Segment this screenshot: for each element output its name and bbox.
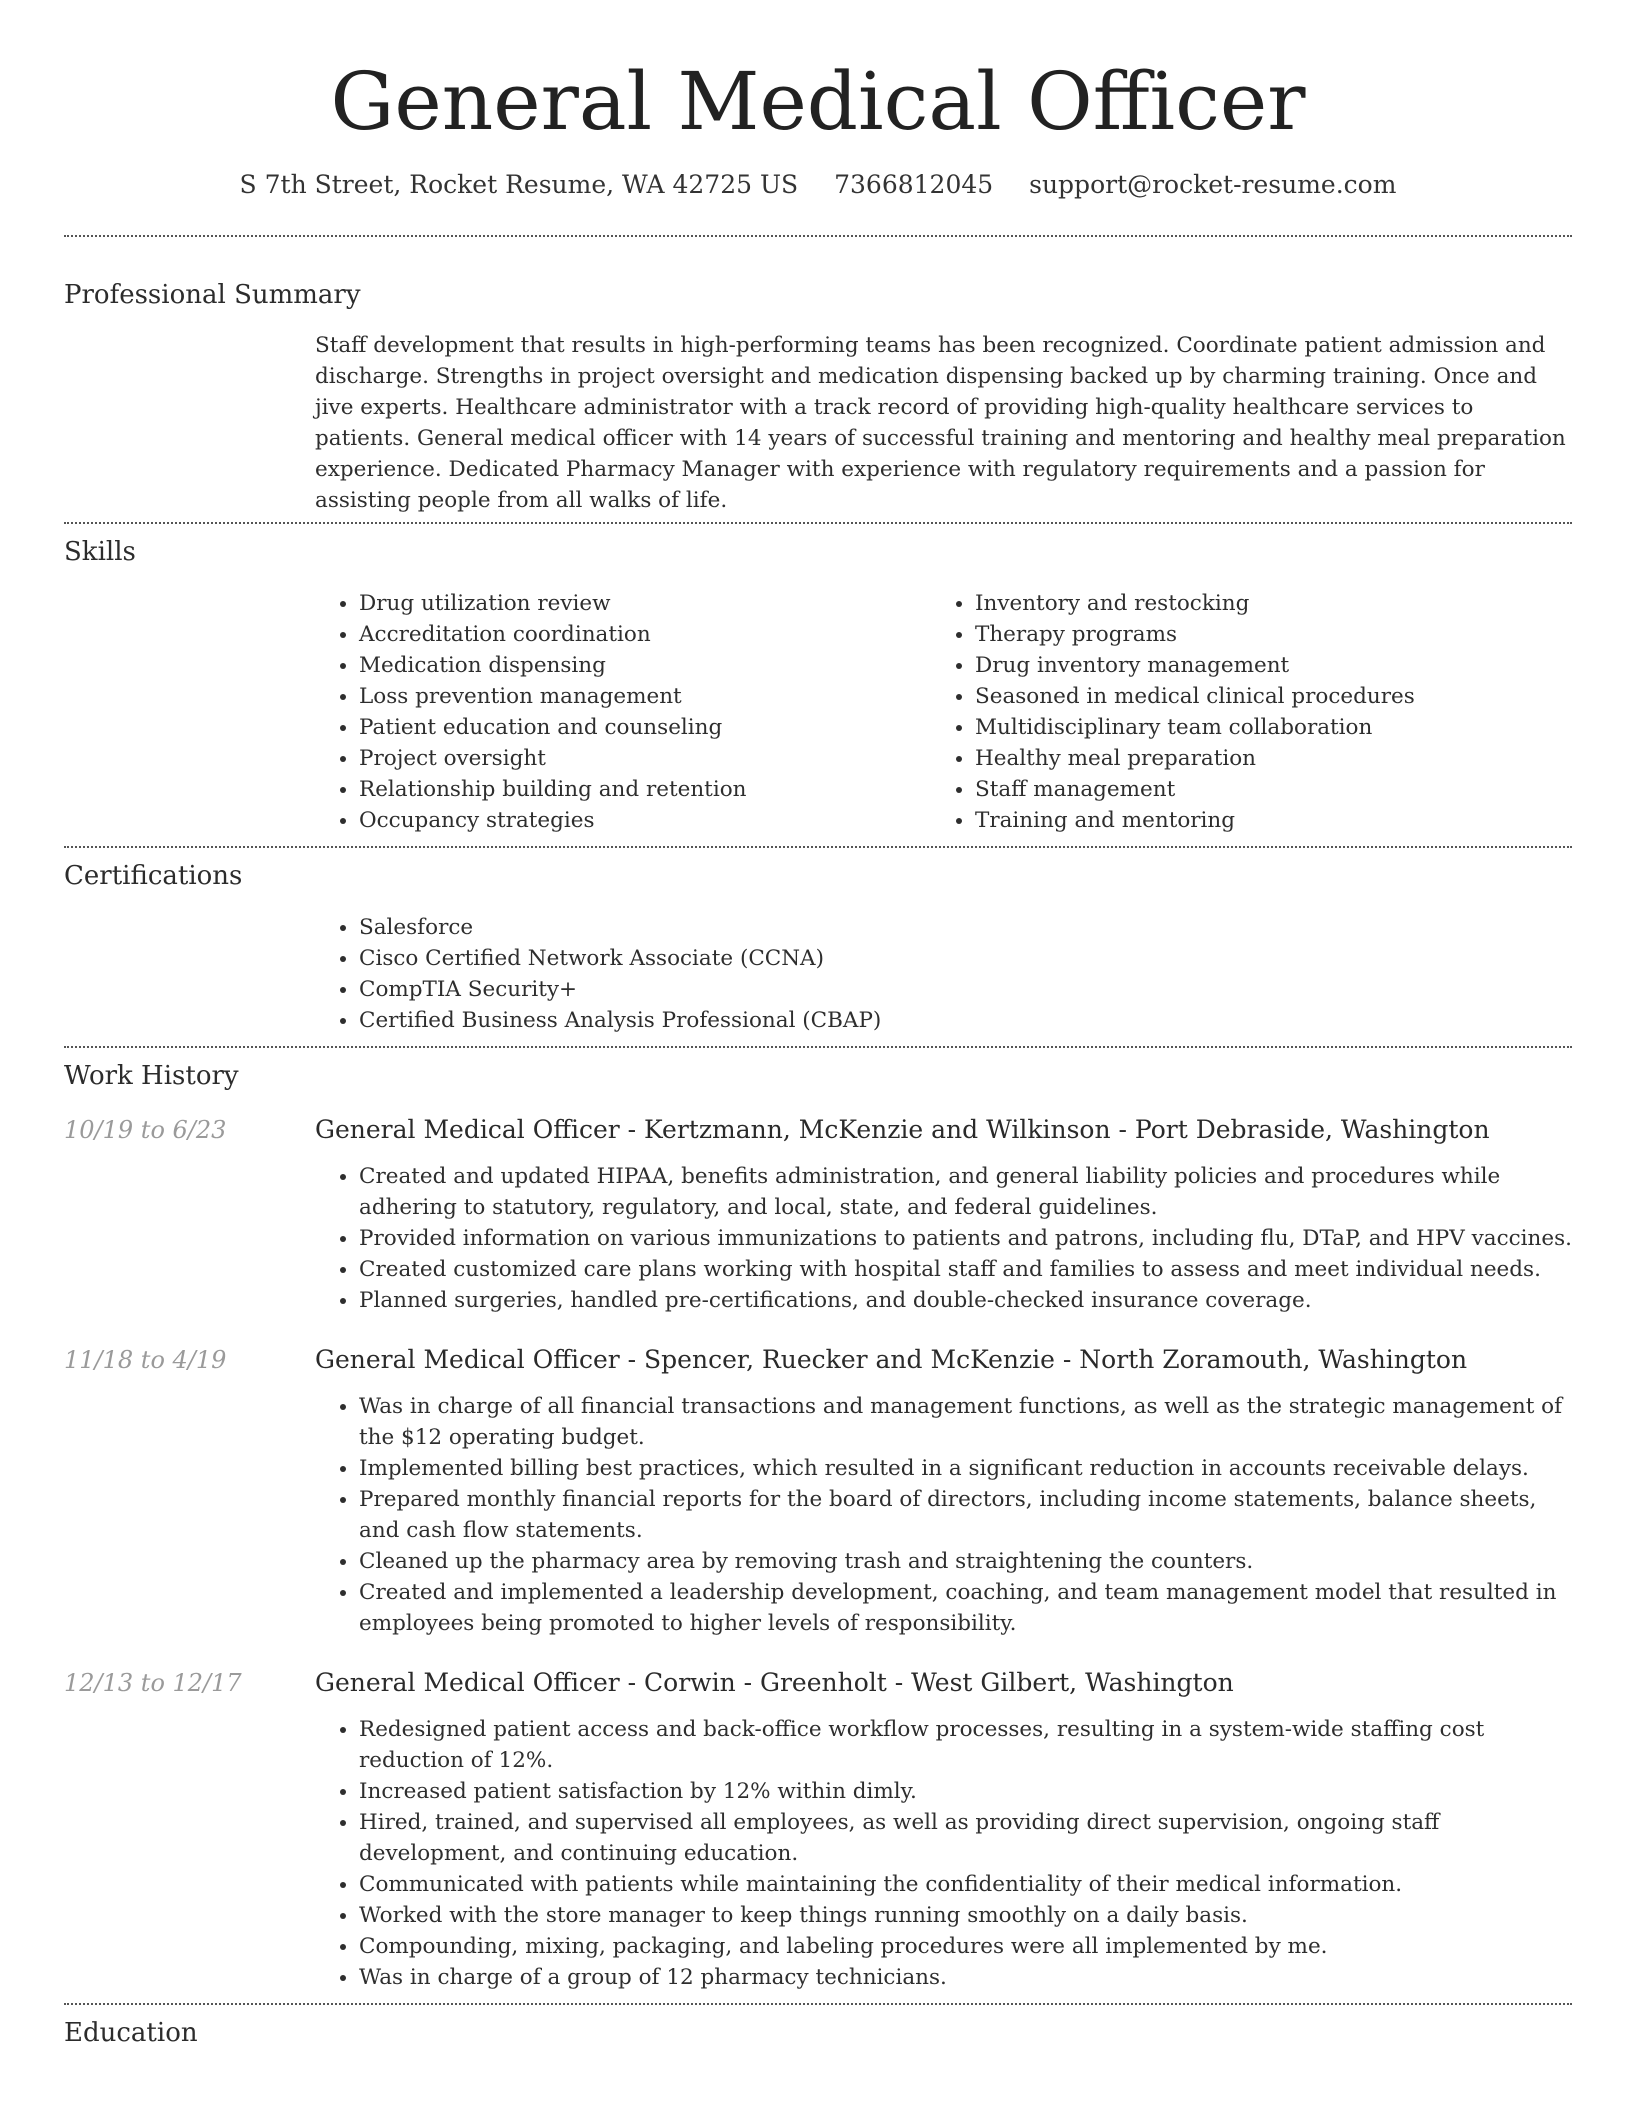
contact-email[interactable]: support@rocket-resume.com [1029, 170, 1397, 199]
skill-item: • Drug utilization review [359, 588, 931, 619]
work-history-section [64, 1059, 1572, 1993]
skill-item: • Therapy programs [975, 619, 1547, 650]
job-entry [64, 1114, 1572, 1316]
certification-item: • Cisco Certified Network Associate (CCNA) [359, 943, 1572, 974]
section-title-certifications: Certifications [64, 861, 243, 891]
job-bullet: • Was in charge of all financial transactions and management functions, as well as the strategic management of the $12 operating budget. [359, 1391, 1572, 1453]
job-bullet: • Worked with the store manager to keep things running smoothly on a daily basis. [359, 1900, 1572, 1931]
job-bullet: • Compounding, mixing, packaging, and labeling procedures were all implemented by me. [359, 1931, 1572, 1962]
section-title-education: Education [64, 2018, 198, 2048]
contact-line [64, 168, 1572, 202]
skills-section [64, 535, 1572, 836]
divider [64, 522, 1572, 524]
skill-item: • Staff management [975, 774, 1547, 805]
skills-column-left [315, 588, 931, 836]
skill-item: • Multidisciplinary team collaboration [975, 712, 1547, 743]
skill-item: • Inventory and restocking [975, 588, 1547, 619]
job-bullet: • Implemented billing best practices, which resulted in a significant reduction in accounts receivable delays. [359, 1453, 1572, 1484]
job-bullet: • Created customized care plans working with hospital staff and families to assess and meet individual needs. [359, 1254, 1572, 1285]
job-entry [64, 1667, 1572, 1993]
job-bullet: • Communicated with patients while maintaining the confidentiality of their medical information. [359, 1869, 1572, 1900]
job-bullet: • Prepared monthly financial reports for the board of directors, including income statements, balance sheets, and cash flow statements. [359, 1484, 1572, 1546]
divider [64, 1046, 1572, 1048]
job-bullet: • Created and updated HIPAA, benefits administration, and general liability policies and procedures while adhering to statutory, regulatory, and local, state, and federal guidelines. [359, 1161, 1572, 1223]
job-bullets [315, 1161, 1572, 1316]
job-title: General Medical Officer - Corwin - Greenholt - West Gilbert, Washington [315, 1668, 1234, 1697]
job-details [315, 1161, 1572, 1316]
resume-page [64, 0, 1572, 2050]
job-bullets [315, 1391, 1572, 1639]
divider [64, 235, 1572, 237]
certifications-block [315, 912, 1572, 1036]
certification-item: • CompTIA Security+ [359, 974, 1572, 1005]
job-title: General Medical Officer - Kertzmann, McKenzie and Wilkinson - Port Debraside, Washington [315, 1115, 1490, 1144]
jobs-container [64, 1114, 1572, 1993]
job-entry [64, 1344, 1572, 1639]
skill-item: • Loss prevention management [359, 681, 931, 712]
skills-grid [315, 588, 1572, 836]
section-title-work-history: Work History [64, 1061, 239, 1091]
job-dates: 10/19 to 6/23 [64, 1116, 227, 1144]
skill-item: • Project oversight [359, 743, 931, 774]
job-bullet: • Planned surgeries, handled pre-certifications, and double-checked insurance coverage. [359, 1285, 1572, 1316]
job-bullet: • Cleaned up the pharmacy area by removing trash and straightening the counters. [359, 1546, 1572, 1577]
job-bullet: • Provided information on various immunizations to patients and patrons, including flu, DTaP, and HPV vaccines. [359, 1223, 1572, 1254]
job-details [315, 1391, 1572, 1639]
education-section [64, 2016, 1572, 2050]
certification-item: • Salesforce [359, 912, 1572, 943]
job-details [315, 1714, 1572, 1993]
job-dates: 12/13 to 12/17 [64, 1669, 242, 1697]
job-bullet: • Was in charge of a group of 12 pharmacy technicians. [359, 1962, 1572, 1993]
skill-item: • Medication dispensing [359, 650, 931, 681]
skill-item: • Healthy meal preparation [975, 743, 1547, 774]
job-header [64, 1344, 1572, 1376]
skill-item: • Accreditation coordination [359, 619, 931, 650]
contact-phone: 7366812045 [834, 170, 994, 199]
job-header [64, 1667, 1572, 1699]
summary-text: Staff development that results in high-performing teams has been recognized. Coordinate patient admission and discharge. Strengths in project oversight and medication dispensing backed up by charming training. Once and jive experts. Healthcare administrator with a track record of providing high-quality healthcare services to patients. General medical officer with 14 years of successful training and mentoring and healthy meal preparation experience. Dedicated Pharmacy Manager with experience with regulatory requirements and a passion for assisting people from all walks of life. [315, 333, 1566, 513]
summary-section [64, 278, 1572, 516]
job-bullet: • Created and implemented a leadership development, coaching, and team management model that resulted in employees being promoted to higher levels of responsibility. [359, 1577, 1572, 1639]
contact-address: S 7th Street, Rocket Resume, WA 42725 US [239, 170, 799, 199]
job-title: General Medical Officer - Spencer, Ruecker and McKenzie - North Zoramouth, Washington [315, 1345, 1468, 1374]
divider [64, 846, 1572, 848]
skills-list-right [931, 588, 1547, 836]
section-title-summary: Professional Summary [64, 280, 361, 310]
certification-item: • Certified Business Analysis Professional (CBAP) [359, 1005, 1572, 1036]
divider [64, 2003, 1572, 2005]
skill-item: • Occupancy strategies [359, 805, 931, 836]
certifications-list [315, 912, 1572, 1036]
certifications-section [64, 859, 1572, 1036]
job-bullet: • Hired, trained, and supervised all employees, as well as providing direct supervision, ongoing staff development, and continuing education. [359, 1807, 1572, 1869]
skills-list-left [315, 588, 931, 836]
skill-item: • Seasoned in medical clinical procedures [975, 681, 1547, 712]
job-bullet: • Redesigned patient access and back-office workflow processes, resulting in a system-wide staffing cost reduction of 12%. [359, 1714, 1572, 1776]
skills-column-right [931, 588, 1547, 836]
skill-item: • Training and mentoring [975, 805, 1547, 836]
skill-item: • Relationship building and retention [359, 774, 931, 805]
job-bullets [315, 1714, 1572, 1993]
job-header [64, 1114, 1572, 1146]
resume-name-heading: General Medical Officer [330, 55, 1306, 148]
section-title-skills: Skills [64, 537, 136, 567]
job-bullet: • Increased patient satisfaction by 12% within dimly. [359, 1776, 1572, 1807]
skill-item: • Drug inventory management [975, 650, 1547, 681]
job-dates: 11/18 to 4/19 [64, 1346, 227, 1374]
skill-item: • Patient education and counseling [359, 712, 931, 743]
